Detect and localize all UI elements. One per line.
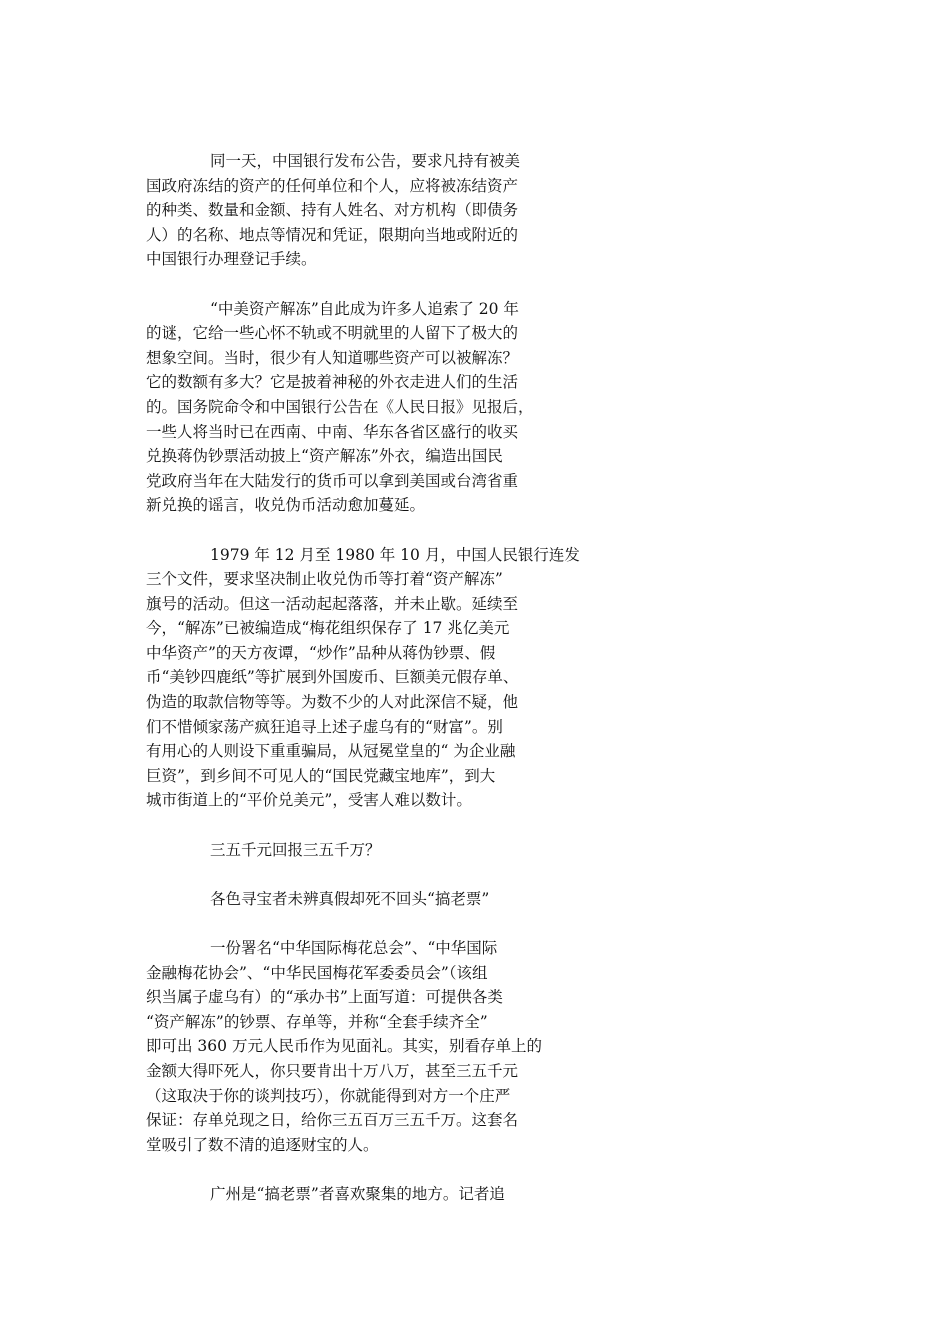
paragraph-line: 即可出 360 万元人民币作为见面礼。其实，别看存单上的 bbox=[146, 1037, 542, 1056]
paragraph-line: 们不惜倾家荡产疯狂追寻上述子虚乌有的“财富”。别 bbox=[146, 717, 503, 736]
paragraph-line: 有用心的人则设下重重骗局，从冠冕堂皇的“ 为企业融 bbox=[146, 742, 516, 761]
paragraph-line: 它的数额有多大？它是披着神秘的外衣走进人们的生活 bbox=[146, 373, 519, 392]
paragraph-first-line: 三五千元回报三五千万？ bbox=[210, 840, 381, 859]
paragraph bbox=[146, 936, 586, 1157]
paragraph-line: 人）的名称、地点等情况和凭证，限期向当地或附近的 bbox=[146, 225, 519, 244]
paragraph-line: 党政府当年在大陆发行的货币可以拿到美国或台湾省重 bbox=[146, 471, 519, 490]
paragraph-line: 兑换蒋伪钞票活动披上“资产解冻”外衣，编造出国民 bbox=[146, 447, 503, 466]
paragraph-first-line: “中美资产解冻”自此成为许多人追索了 20 年 bbox=[210, 299, 519, 318]
paragraph-line: 中华资产”的天方夜谭，“炒作”品种从蒋伪钞票、假 bbox=[146, 643, 496, 662]
paragraph-first-line: 一份署名“中华国际梅花总会”、“中华国际 bbox=[210, 939, 498, 957]
paragraph-line: 保证：存单兑现之日，给你三五百万三五千万。这套名 bbox=[146, 1111, 519, 1130]
paragraph-line: 织当属子虚乌有）的“承办书”上面写道：可提供各类 bbox=[146, 988, 503, 1007]
paragraph-line: （这取决于你的谈判技巧），你就能得到对方一个庄严 bbox=[146, 1086, 511, 1105]
paragraph-first-line: 各色寻宝者未辨真假却死不回头“搞老票” bbox=[210, 889, 490, 908]
paragraph-line: 伪造的取款信物等等。为数不少的人对此深信不疑，他 bbox=[146, 693, 519, 712]
paragraph-line: 金额大得吓死人，你只要肯出十万八万，甚至三五千元 bbox=[146, 1061, 519, 1080]
paragraph-line: 巨资”，到乡间不可见人的“国民党藏宝地库”，到大 bbox=[146, 766, 496, 785]
paragraph-line: 想象空间。当时，很少有人知道哪些资产可以被解冻？ bbox=[146, 348, 519, 367]
paragraph-line: 的种类、数量和金额、持有人姓名、对方机构（即债务 bbox=[146, 201, 519, 220]
document-body bbox=[146, 149, 586, 1231]
paragraph bbox=[146, 543, 586, 814]
paragraph bbox=[146, 887, 586, 912]
paragraph-first-line: 1979 年 12 月至 1980 年 10 月，中国人民银行连发 bbox=[210, 545, 580, 564]
paragraph-line: 新兑换的谣言，收兑伪币活动愈加蔓延。 bbox=[146, 496, 426, 515]
paragraph-line: 金融梅花协会”、“中华民国梅花军委委员会”（该组 bbox=[146, 963, 488, 982]
paragraph-line: “资产解冻”的钞票、存单等，并称“全套手续齐全” bbox=[146, 1012, 488, 1031]
paragraph-line: 币“美钞四鹿纸”等扩展到外国废币、巨额美元假存单、 bbox=[146, 668, 519, 687]
paragraph-line: 中国银行办理登记手续。 bbox=[146, 250, 317, 269]
paragraph bbox=[146, 838, 586, 863]
paragraph bbox=[146, 297, 586, 518]
paragraph-line: 的。国务院命令和中国银行公告在《人民日报》见报后， bbox=[146, 397, 534, 416]
paragraph bbox=[146, 149, 586, 272]
paragraph-first-line: 同一天，中国银行发布公告，要求凡持有被美 bbox=[210, 152, 521, 170]
paragraph-line: 一些人将当时已在西南、中南、华东各省区盛行的收买 bbox=[146, 422, 519, 441]
paragraph bbox=[146, 1182, 586, 1207]
paragraph-line: 的谜，它给一些心怀不轨或不明就里的人留下了极大的 bbox=[146, 324, 519, 343]
paragraph-line: 旗号的活动。但这一活动起起落落，并未止歇。延续至 bbox=[146, 594, 519, 613]
paragraph-line: 今，“解冻”已被编造成“梅花组织保存了 17 兆亿美元 bbox=[146, 619, 510, 638]
paragraph-line: 城市街道上的“平价兑美元”，受害人难以数计。 bbox=[146, 791, 472, 810]
paragraph-line: 国政府冻结的资产的任何单位和个人，应将被冻结资产 bbox=[146, 176, 519, 195]
paragraph-first-line: 广州是“搞老票”者喜欢聚集的地方。记者追 bbox=[210, 1184, 505, 1203]
paragraph-line: 三个文件，要求坚决制止收兑伪币等打着“资产解冻” bbox=[146, 570, 503, 589]
paragraph-line: 堂吸引了数不清的追逐财宝的人。 bbox=[146, 1135, 379, 1154]
